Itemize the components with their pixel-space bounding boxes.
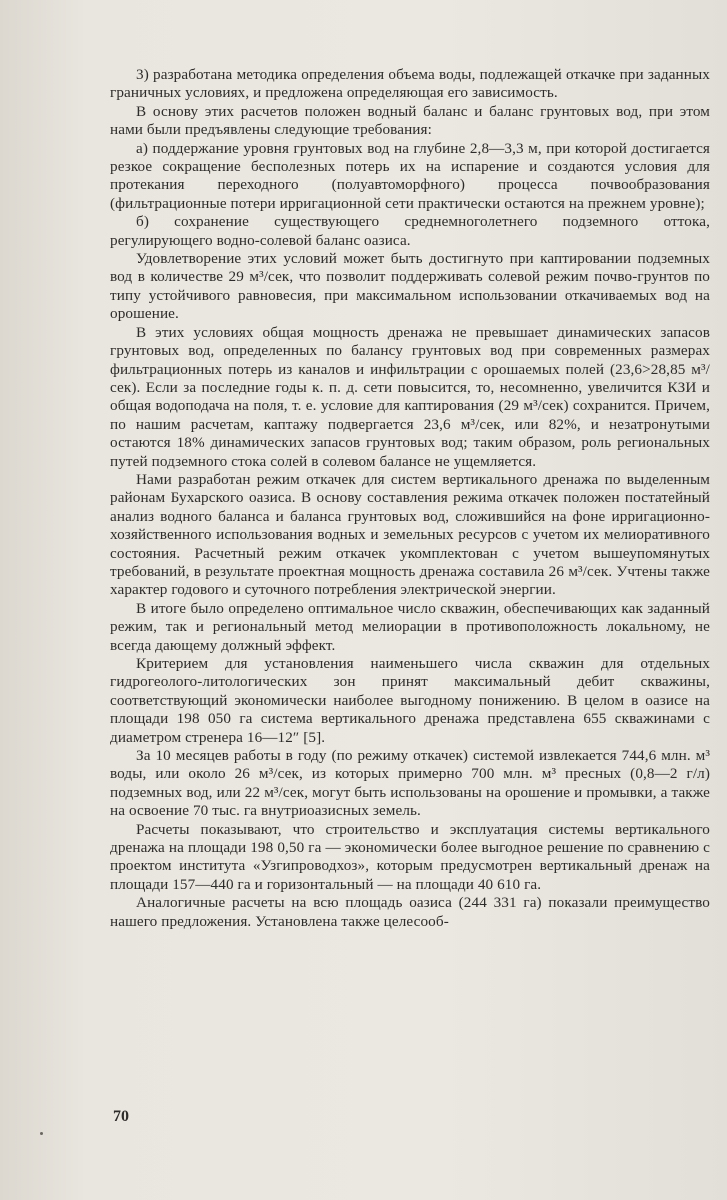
body-text	[110, 66, 710, 931]
paragraph-6: В этих условиях общая мощность дренажа не превышает динамических запасов грунтовых вод, определенных по балансу грунтовых вод при современных размерах фильтрационных потерь из каналов и инфильтрации с орошаемых полей (23,6>28,85 м³/сек). Если за последние годы к. п. д. сети повысится, то, несомненно, увеличится КЗИ и общая водоподача на поля, т. е. условие для каптирования (29 м³/сек) сохранится. Причем, по нашим расчетам, каптажу подвергается 23,6 м³/сек, или 82%, и незатронутыми остаются 18% динамических запасов грунтовых вод; таким образом, роль региональных путей подземного стока солей в солевом балансе не ущемляется.	[110, 323, 710, 470]
paragraph-4: б) сохранение существующего среднемноголетнего подземного оттока, регулирующего водно-солевой баланс оазиса.	[110, 213, 710, 249]
paragraph-10: За 10 месяцев работы в году (по режиму откачек) системой извлекается 744,6 млн. м³ воды, или около 26 м³/сек, из которых примерно 700 млн. м³ пресных (0,8—2 г/л) подземных вод, или 22 м³/сек, могут быть использованы на орошение и промывки, а также на освоение 70 тыс. га внутриоазисных земель.	[110, 747, 710, 820]
paragraph-2: В основу этих расчетов положен водный баланс и баланс грунтовых вод, при этом нами были предъявлены следующие требования:	[110, 102, 710, 139]
paragraph-3: а) поддержание уровня грунтовых вод на глубине 2,8—3,3 м, при которой достигается резкое сокращение бесполезных потерь их на испарение и создаются условия для протекания переходного (полуавтоморфного) процесса почвообразования (фильтрационные потери ирригационной сети практически остаются на прежнем уровне);	[110, 139, 710, 212]
paper-speck	[40, 1132, 43, 1135]
paragraph-11: Расчеты показывают, что строительство и эксплуатация системы вертикального дренажа на площади 198 0,50 га — экономически более выгодное решение по сравнению с проектом института «Узгипроводхоз», которым предусмотрен вертикальный дренаж на площади 157—440 га и горизонтальный — на площади 40 610 га.	[110, 820, 710, 893]
paragraph-5: Удовлетворение этих условий может быть достигнуто при каптировании подземных вод в количестве 29 м³/сек, что позволит поддерживать солевой режим почво-грунтов по типу устойчивого равновесия, при максимальном использовании откачиваемых вод на орошение.	[110, 250, 710, 323]
paragraph-8: В итоге было определено оптимальное число скважин, обеспечивающих как заданный режим, так и региональный метод мелиорации в противоположность локальному, не всегда дающему должный эффект.	[110, 599, 710, 654]
paragraph-7: Нами разработан режим откачек для систем вертикального дренажа по выделенным районам Бухарского оазиса. В основу составления режима откачек положен постатейный анализ водного баланса и баланса грунтовых вод, сложившийся на фоне ирригационно-хозяйственного использования водных и земельных ресурсов с учетом их мелиоративного состояния. Расчетный режим откачек укомплектован с учетом вышеупомянутых требований, в результате проектная мощность дренажа составила 26 м³/сек. Учтены также характер годового и суточного потребления электрической энергии.	[110, 470, 710, 599]
paragraph-1: 3) разработана методика определения объема воды, подлежащей откачке при заданных граничных условиях, и предложена определяющая его зависимость.	[110, 66, 710, 102]
page-number: 70	[113, 1108, 129, 1125]
paragraph-9: Критерием для установления наименьшего числа скважин для отдельных гидрогеолого-литологических зон принят максимальный дебит скважины, соответствующий экономически наиболее выгодному понижению. В целом в оазисе на площади 198 050 га система вертикального дренажа представлена 655 скважинами с диаметром стренера 16—12″ [5].	[110, 655, 710, 746]
paragraph-12: Аналогичные расчеты на всю площадь оазиса (244 331 га) показали преимущество нашего предложения. Установлена также целесооб-	[110, 894, 710, 930]
